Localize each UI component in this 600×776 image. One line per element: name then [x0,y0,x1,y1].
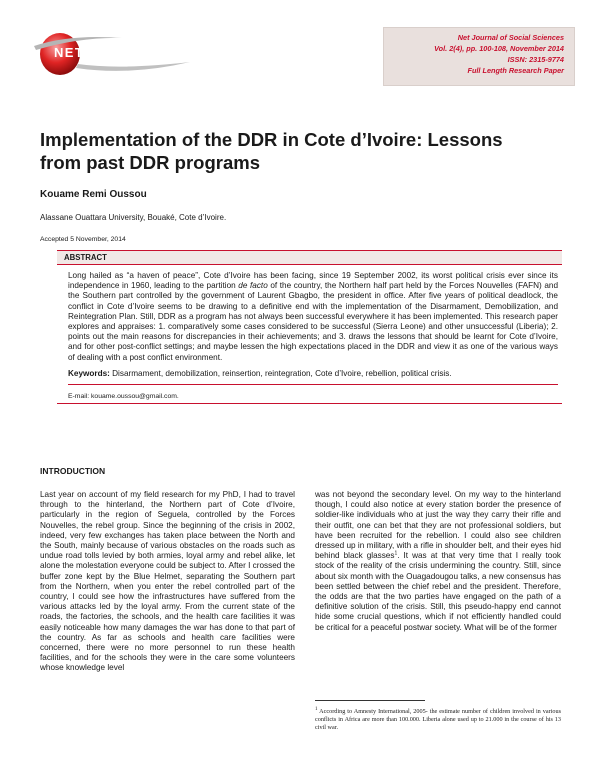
journal-info-box [383,27,575,86]
logo-text: NETJOURNALS [54,45,167,60]
section-heading-introduction: INTRODUCTION [40,466,106,476]
keywords [68,369,558,385]
abstract-section [57,250,562,404]
footnote-text: According to Amnesty International, 2005- the estimate number of children involved in various conflicts in Africa are more than 100.000. Liberia alone used up to 21.000 in the course of his 13 civil war. [315,708,561,731]
keywords-list: Disarmament, demobilization, reinsertion, reintegration, Cote d’Ivoire, rebellion, political crisis. [109,368,452,378]
paper-title [40,128,560,174]
author-name: Kouame Remi Oussou [40,189,147,200]
logo-underline-swoosh [76,62,190,71]
footnote [315,708,561,732]
paper-type: Full Length Research Paper [467,66,564,75]
abstract-italic: de facto [238,281,268,291]
author-affiliation: Alassane Ouattara University, Bouaké, Cote d’Ivoire. [40,213,227,222]
body-column-left: Last year on account of my field research for my PhD, I had to travel through to the hinterland, the Northern part of Cote d’Ivoire, particularly in the region of Seguela, controlled by the Forces Nouvelles, the rebel group. Since the beginning of the crisis in 2002, indeed, very few exchanges has taken place between the North and the South, mainly because of various obstacles on the roads such as undue road tolls levied by both armies, loyal army and rebel alike, let alone the molestation everyone could be subject to. After I crossed the buffer zone kept by the Blue Helmet, separating the Southern part from the Northern, when you enter the rebel controlled part of the country, I could see how the infrastructures have suffered from the various attacks led by the loyal army. From the current state of the roads, the factories, the schools, and the health care facilities it was easily noticeable how many damages the war has done to that part of the country. As far as schools and health care facilities were concerned, there were no more personnel to run these health facilities, and for the schools they were in the care some volunteers whose knowledge level [40,490,295,673]
keywords-label: Keywords: [68,368,110,378]
footnote-marker: 1 [315,706,318,712]
divider [57,403,562,404]
netjournals-logo [30,26,200,80]
abstract-heading: ABSTRACT [57,250,562,265]
body-column-right: was not beyond the secondary level. On my way to the hinterland though, I could also notice at every station border the presence of soldier-like individuals who at just the way they carry their rifle and their outfit, one can bet that they are not professional soldiers, but have been recruited for the rebellion. I could also see children dressed up in military, with a rifle in shoulder belt, and their eyes hid behind black glasses$^1$. It was at that very time that I really took stock of the reality of the crisis undermining the country. Still, since about six month with the Ouagadougou talks, a new consensus has been settled between the chief rebel and the president. Therefore, the odds are that the two parties have engaged on the path of a definitive solution of the crisis. Still, this pseudo-happy end cannot hide some crucial questions, which if not efficiently handled could be critical for a peaceful postwar society. What will be of the former [315,490,562,632]
author-email: E-mail: kouame.oussou@gmail.com. [68,393,179,401]
journal-name: Net Journal of Social Sciences [457,33,564,42]
accepted-date: Accepted 5 November, 2014 [40,236,126,243]
abstract-body: Long hailed as “a haven of peace”, Cote d’Ivoire has been facing, since 19 September 2002, its worst political crisis ever since its independence in 1960, leading to the partition de facto of the country, the Northern half part held by the Forces Nouvelles (FAFN) and the Southern part controlled by the government of Laurent Gbagbo, the president in office. After five years of political deadlock, the conflict in Cote d’Ivoire seems to be drawing to a definitive end with the implementation of the Disarmament, Demobilization, and Reintegration Plan. Still, DDR as a program has not always been successful everywhere it has been implemented. This research paper explores and appraises: 1. comparatively some cases considered to be successful (Sierra Leone) and other unsuccessful (Liberia); 2. points out the main reasons for discrepancies in their achievements; and 3. draws the lessons that should be learnt for Cote d’Ivoire, and for other post-conflict settings; and maybe lessen the high expectations placed in the DDR and view it as one of the various ways of dealing with a post conflict environment. [68,271,558,362]
title-line-2: from past DDR programs [40,152,260,173]
footnote-divider [315,700,425,701]
journal-issn: ISSN: 2315-9774 [507,55,564,64]
title-line-1: Implementation of the DDR in Cote d’Ivoire: Lessons [40,129,503,150]
footnote-ref: 1 [394,550,398,557]
journal-volume: Vol. 2(4), pp. 100-108, November 2014 [434,44,564,53]
